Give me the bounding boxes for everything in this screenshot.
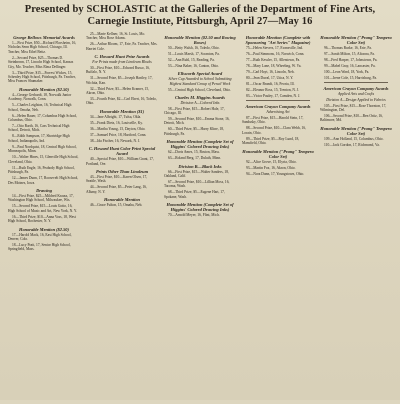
- award-column: [242, 32, 314, 404]
- award-entry: 70—Arnold Meyer, 16, Flint, Mich.: [168, 213, 220, 218]
- award-entry: 83—Victor Pauley, 17, Camden, N. J.: [246, 94, 301, 98]
- award-entry: 88—Second Prize, $10—Clara Webb, 16, Lorain, Ohio.: [242, 126, 307, 135]
- award-entry: 36—Martha Young, 15, Dayton, Ohio.: [90, 126, 146, 131]
- award-entry: 2—Second Prize, $25—Thomas D. Steinbronn, 17, Lincoln High School, Kansas City, Mo. Teacher, Miss Elma Dellinger.: [8, 55, 74, 69]
- award-entry: 10—Walter Hines, 15, Glenville High School, Cleveland, Ohio.: [8, 155, 79, 164]
- award-entry: 11—Ruth Engle, 16, Peabody High School, Pittsburgh, Pa.: [8, 165, 75, 175]
- section-heading: Honorable Mention ("Prang" Tempera Color Set): [242, 148, 314, 159]
- award-entry: 68—Third Prize, $5—Eugene Hart, 17, Spokane, Wash.: [164, 190, 225, 199]
- award-entry: 34—Jane Albright, 17, Tulsa, Okla.: [90, 114, 142, 119]
- section-heading: Honorable Mention ("Prang" Tempera Color Set): [320, 35, 392, 45]
- section-heading: Honorable Mention ($2.50 and Rowing Boxes): [164, 35, 236, 45]
- section-heading: Charles M. Higgins Awards: [174, 95, 226, 100]
- section-heading: Honorable Mention (Complete Set of Higgins' Colored Drawing Inks): [166, 139, 234, 150]
- section-heading: Honorable Mention ($2.50): [19, 226, 69, 232]
- section-heading: Honorable Mention: [104, 197, 140, 203]
- section-subheading: Silver Cup Awarded to School Submitting Highest Standard Group of Pencil Work: [168, 77, 232, 86]
- award-column: [86, 32, 158, 404]
- award-entry: 76—Paul Simmons, 16, Norwich, Conn.: [246, 52, 305, 56]
- section-heading: C. Howard Hunt Color Print Special Award: [88, 146, 156, 157]
- award-entry: 5—Charles Leighton, 16, Technical High School, Omaha, Neb.: [8, 103, 72, 112]
- section-heading: Honorable Mention ($2.50): [19, 86, 69, 92]
- page-headline: [8, 4, 392, 28]
- award-entry: 3—Third Prize, $15—Forrest Wickes, 15, Schenley High School, Pittsburgh, Pa. Teacher, Miss Frances Shumaker.: [8, 70, 76, 84]
- award-entry: 12—James Dunn, 17, Roosevelt High School, Des Moines, Iowa.: [8, 176, 79, 185]
- award-entry: 18—Lucy Pratt, 17, Senior High School, Springfield, Mass.: [8, 242, 71, 252]
- award-entry: 63—Roland Berg, 17, Duluth, Minn.: [168, 156, 222, 161]
- section-subheading: For Prints made from Linoleum Blocks: [92, 60, 152, 65]
- award-entry: 82—Eleanor Ross, 15, Trenton, N. J.: [246, 88, 300, 92]
- section-heading: C. Howard Hunt Prize Awards: [94, 54, 150, 60]
- award-entry: 52—Ann Ruhl, 15, Reading, Pa.: [168, 58, 215, 62]
- award-entry: 15—Second Prize, $15—Louis Gotto, 16, High School of Music and Art, New York, N. Y.: [8, 204, 77, 213]
- section-heading: American Crayon Company Awards: [323, 86, 389, 92]
- award-entry: 35—Frank Dietz, 16, Louisville, Ky.: [90, 120, 143, 125]
- award-entry: 53—Nina Baker, 16, Canton, Ohio.: [168, 64, 219, 68]
- award-entry: 33—Fourth Prize, $2—Carl Ebert, 16, Toledo, Ohio.: [86, 97, 157, 106]
- award-entry: 8—Edith Sampson, 17, Shortridge High School, Indianapolis, Ind.: [8, 134, 70, 143]
- award-entry: 58—First Prize, $15—Robert Hale, 17, Chicago, Ill.: [164, 106, 225, 115]
- section-heading: Division B—Black Inks: [178, 163, 222, 169]
- award-entry: 44—Second Prize, $5—Peter Lang, 16, Albany, N. Y.: [86, 185, 147, 194]
- award-entry: 30—First Prize, $10—Edward Russo, 16, Buffalo, N. Y.: [86, 65, 150, 75]
- award-entry: 101—Irene Cole, 15, Harrisburg, Pa.: [324, 76, 378, 80]
- award-column: [8, 32, 80, 404]
- award-entry: 79—Carl Hoyt, 16, Lincoln, Neb.: [246, 70, 295, 74]
- award-entry: 1—First Prize, $50—Richard Florsheim, 16, Nicholas Senn High School, Chicago, Ill. Teacher, Miss Ethel Beitz.: [8, 41, 77, 54]
- award-entry: 25—Marie Kellner, 16, St. Louis, Mo. Teacher, Miss Rose Adams.: [86, 32, 146, 41]
- award-entry: 16—Third Prize, $10—Anna Voss, 18, West High School, Rochester, N. Y.: [8, 214, 76, 224]
- headline-line-2: Carnegie Institute, Pittsburgh, April 27—May 16: [87, 16, 313, 27]
- award-entry: 6—Helen Bauer, 17, Columbus High School, Columbus, Ohio.: [8, 113, 78, 123]
- award-entry: 92—Alice Grove, 15, Elyria, Ohio.: [246, 159, 297, 164]
- award-entry: 89—Third Prize, $5—Roy Lund, 18, Mansfield, Ohio.: [242, 136, 300, 146]
- section-heading: Honorable Mention ("Prang" Tempera Color Set): [320, 125, 392, 136]
- award-entry: 7—Otto Barth, 16, Cass Technical High School, Detroit, Mich.: [8, 124, 70, 133]
- section-subheading: Division A—Design Applied to Fabrics: [326, 98, 386, 102]
- section-heading: Honorable Mention ($1): [99, 108, 145, 114]
- award-entry: 62—Doris Ames, 15, Boston, Mass.: [168, 150, 220, 155]
- section-heading: Honorable Mention (Complete Set of Higgins' Colored Drawing Inks): [166, 202, 234, 213]
- award-entry: 87—First Prize, $15—Harold Stein, 17, Sandusky, Ohio.: [242, 116, 304, 125]
- award-entry: 109—Ann Holland, 15, Columbus, Ohio.: [324, 136, 384, 141]
- award-entry: 99—Mabel Gray, 16, Lancaster, Pa.: [324, 64, 376, 68]
- award-entry: 96—Thomas Burke, 16, Erie, Pa.: [324, 46, 372, 50]
- section-divider: [246, 100, 310, 101]
- award-column: [164, 32, 236, 404]
- award-columns: [8, 32, 392, 404]
- section-heading: Honorable Mention (Complete with Sponsoring "Art Series" Magazine): [245, 35, 311, 45]
- award-entry: 75—Helen Sievers, 17, Evansville, Ind.: [246, 46, 304, 50]
- award-entry: 110—Jack Gordon, 17, Richmond, Va.: [324, 142, 380, 147]
- award-entry: 97—Sarah Milton, 15, Altoona, Pa.: [324, 52, 375, 56]
- award-entry: 98—Fred Harper, 17, Johnstown, Pa.: [324, 58, 378, 62]
- award-entry: 40—Special Prize, $10—William Grant, 17, Portland, Ore.: [86, 157, 154, 166]
- section-heading: George Bellows Memorial Awards: [13, 35, 75, 40]
- section-heading: Prints Other Than Linoleum: [95, 169, 149, 175]
- award-entry: 100—Leon Ward, 18, York, Pa.: [324, 70, 370, 74]
- award-entry: 66—First Prize, $15—Walter Sanders, 18, Oakland, Calif.: [164, 169, 229, 179]
- section-heading: Drawing: [36, 187, 52, 193]
- award-entry: 32—Third Prize, $3—Helen Kramer, 15, Akron, Ohio.: [86, 86, 150, 96]
- award-column: [320, 32, 392, 404]
- award-entry: 9—Paul Nordquist, 18, Central High School, Minneapolis, Minn.: [8, 144, 77, 154]
- section-divider: [324, 82, 388, 83]
- award-entry: 26—Arthur Bloom, 17, Erie, Pa. Teacher, Mrs. Harriet Cole.: [86, 42, 158, 51]
- section-heading: American Crayon Company Awards: [245, 104, 311, 110]
- award-entry: 81—Oscar Brandt, 16, Peoria, Ill.: [246, 82, 295, 86]
- section-subheading: Division A—Colored Inks: [180, 101, 220, 105]
- section-subheading: Applied Arts and Crafts: [337, 92, 375, 97]
- award-entry: 17—Harold Mack, 16, East High School, Denver, Colo.: [8, 232, 72, 241]
- award-entry: 50—Betty Walsh, 16, Toledo, Ohio.: [168, 46, 220, 50]
- award-entry: 14—First Prize, $25—Mildred Krauss, 17, Washington High School, Milwaukee, Wis.: [8, 193, 74, 203]
- award-entry: 46—Grace Fulton, 15, Omaha, Neb.: [90, 203, 143, 208]
- award-entry: 77—Ruth Kessler, 15, Allentown, Pa.: [246, 58, 301, 62]
- award-entry: 94—Nora Dunn, 17, Youngstown, Ohio.: [246, 171, 305, 176]
- award-entry: 55—Central High School, Cleveland, Ohio.: [168, 87, 231, 92]
- award-entry: 78—Mary Lane, 18, Wheeling, W. Va.: [246, 64, 302, 68]
- award-entry: 59—Second Prize, $10—Emma Stone, 16, Detroit, Mich.: [164, 117, 230, 126]
- award-entry: 105—First Prize, $15—Rose Thornton, 17, Wilmington, Del.: [320, 103, 387, 112]
- award-entry: 43—First Prize, $10—Karen Olsen, 17, Seattle, Wash.: [86, 175, 148, 184]
- award-entry: 60—Third Prize, $5—Harry Kline, 18, Pittsburgh, Pa.: [164, 127, 224, 136]
- headline-line-1: Presented by SCHOLASTIC at the Galleries of the Department of Fine Arts,: [24, 4, 376, 15]
- award-entry: 51—Louis Marsh, 17, Scranton, Pa.: [168, 52, 220, 56]
- award-entry: 31—Second Prize, $5—Joseph Hartley, 17, Wichita, Kan.: [86, 76, 153, 85]
- section-heading: Ellsworth Special Award: [177, 71, 223, 77]
- award-entry: 80—Jean Duval, 17, Utica, N. Y.: [246, 76, 294, 80]
- award-entry: 4—George Gerhardt, 18, Norwalk Junior Academy, Norwalk, Conn.: [8, 92, 72, 102]
- award-entry: 37—Samuel Price, 18, Hartford, Conn.: [90, 132, 147, 137]
- award-entry: 93—Martin Fox, 16, Akron, Ohio.: [246, 165, 296, 170]
- award-entry: 38—Ida Fischer, 16, Newark, N. J.: [90, 138, 141, 143]
- section-subheading: Advertising Art: [266, 110, 290, 115]
- award-entry: 106—Second Prize, $10—Ben Ortiz, 16, Baltimore, Md.: [320, 114, 383, 123]
- award-entry: 67—Second Prize, $10—Lillian Moss, 16, Tacoma, Wash.: [164, 180, 230, 189]
